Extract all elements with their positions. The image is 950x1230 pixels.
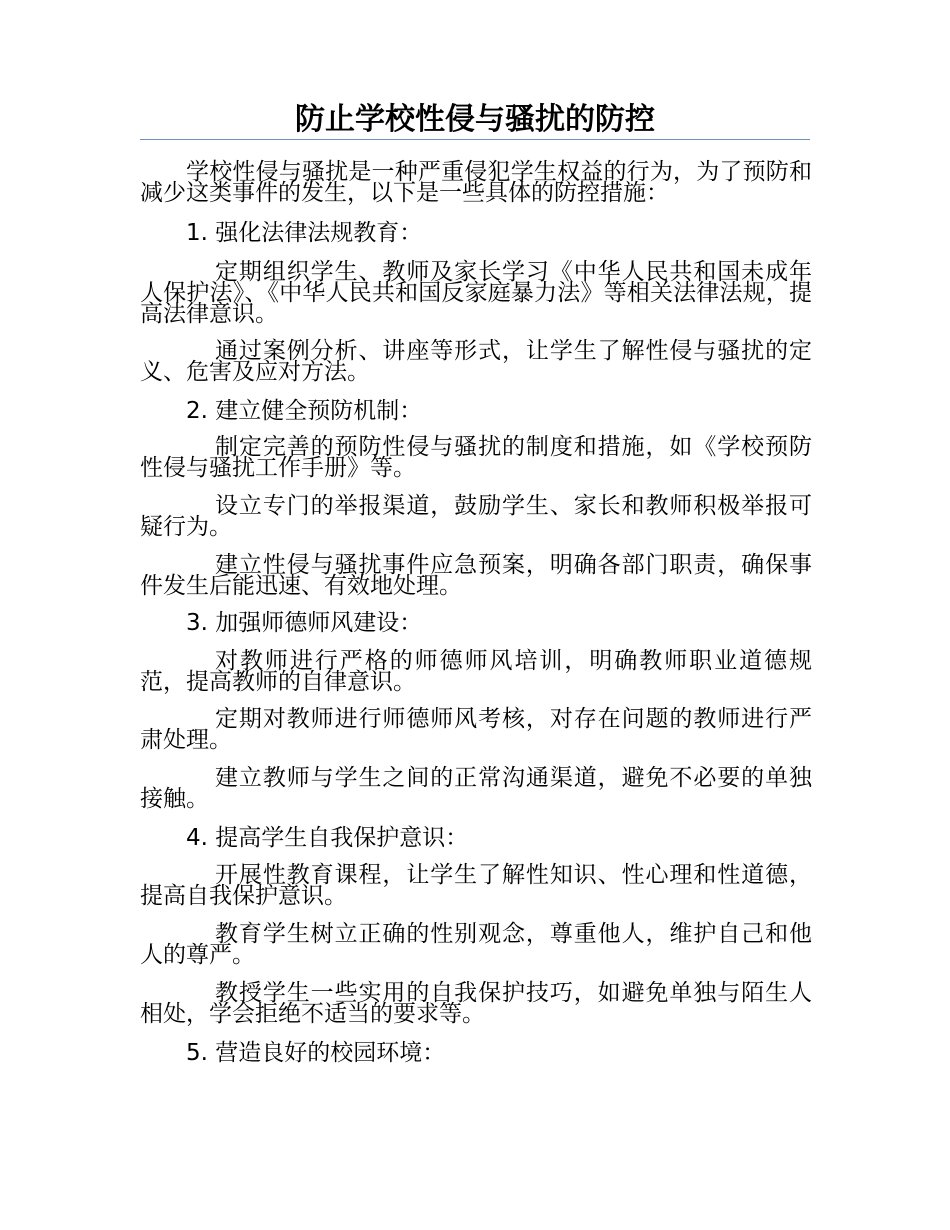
- section-heading-1: 1. 强化法律法规教育：: [186, 220, 423, 246]
- section-heading-3: 3. 加强师德师风建设：: [186, 610, 423, 636]
- title-underline: [140, 139, 810, 140]
- section-1-item-2: 通过案例分析、讲座等形式，让学生了解性侵与骚扰的定义、危害及应对方法。: [140, 338, 812, 385]
- intro-paragraph: 学校性侵与骚扰是一种严重侵犯学生权益的行为，为了预防和减少这类事件的发生，以下是一些具体的防控措施：: [140, 159, 812, 206]
- section-2-item-2: 设立专门的举报渠道，鼓励学生、家长和教师积极举报可疑行为。: [140, 493, 812, 540]
- section-4-item-1: 开展性教育课程，让学生了解性知识、性心理和性道德，提高自我保护意识。: [140, 862, 812, 909]
- section-3-item-2: 定期对教师进行师德师风考核，对存在问题的教师进行严肃处理。: [140, 706, 812, 753]
- section-1-item-1: 定期组织学生、教师及家长学习《中华人民共和国未成年人保护法》、《中华人民共和国反家庭暴力法》等相关法律法规，提高法律意识。: [140, 259, 812, 327]
- section-2-item-1: 制定完善的预防性侵与骚扰的制度和措施，如《学校预防性侵与骚扰工作手册》等。: [140, 434, 812, 481]
- section-heading-2: 2. 建立健全预防机制：: [186, 398, 423, 424]
- section-3-item-3: 建立教师与学生之间的正常沟通渠道，避免不必要的单独接触。: [140, 765, 812, 812]
- section-heading-5: 5. 营造良好的校园环境：: [186, 1040, 446, 1066]
- section-3-item-1: 对教师进行严格的师德师风培训，明确教师职业道德规范，提高教师的自律意识。: [140, 648, 812, 695]
- section-4-item-3: 教授学生一些实用的自我保护技巧，如避免单独与陌生人相处，学会拒绝不适当的要求等。: [140, 980, 812, 1027]
- section-4-item-2: 教育学生树立正确的性别观念，尊重他人，维护自己和他人的尊严。: [140, 921, 812, 968]
- section-heading-4: 4. 提高学生自我保护意识：: [186, 825, 469, 851]
- section-2-item-3: 建立性侵与骚扰事件应急预案，明确各部门职责，确保事件发生后能迅速、有效地处理。: [140, 552, 812, 599]
- document-title: 防止学校性侵与骚扰的防控: [295, 102, 655, 137]
